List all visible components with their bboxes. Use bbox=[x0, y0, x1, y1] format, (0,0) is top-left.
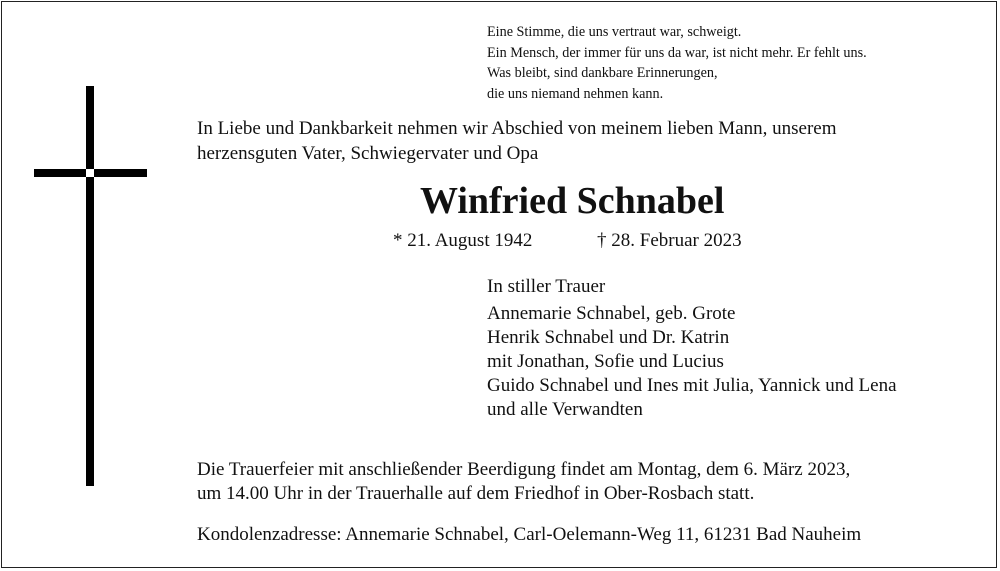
intro-text bbox=[197, 116, 837, 166]
poem-line: die uns niemand nehmen kann. bbox=[487, 85, 664, 102]
cross-center-gap bbox=[86, 169, 94, 177]
mourner-line: mit Jonathan, Sofie und Lucius bbox=[487, 351, 724, 372]
poem-line: Ein Mensch, der immer für uns da war, ist nicht mehr. Er fehlt uns. bbox=[487, 44, 867, 61]
death-date: † 28. Februar 2023 bbox=[597, 230, 742, 251]
mourners-header: In stiller Trauer bbox=[487, 276, 606, 297]
mourner-line: Henrik Schnabel und Dr. Katrin bbox=[487, 327, 730, 348]
mourner-line: und alle Verwandten bbox=[487, 399, 643, 420]
funeral-line: Die Trauerfeier mit anschließender Beerdigung findet am Montag, dem 6. März 2023, bbox=[197, 459, 851, 480]
poem-line: Was bleibt, sind dankbare Erinnerungen, bbox=[487, 65, 718, 81]
mourners-list bbox=[487, 275, 897, 422]
intro-line: herzensguten Vater, Schwiegervater und Opa bbox=[197, 143, 539, 164]
deceased-name: Winfried Schnabel bbox=[420, 180, 725, 222]
poem-line: Eine Stimme, die uns vertraut war, schweigt. bbox=[487, 24, 742, 40]
mourner-line: Guido Schnabel und Ines mit Julia, Yannick und Lena bbox=[487, 375, 897, 396]
poem bbox=[487, 22, 867, 104]
funeral-info bbox=[197, 458, 850, 506]
mourner-line: Annemarie Schnabel, geb. Grote bbox=[487, 303, 736, 324]
intro-line: In Liebe und Dankbarkeit nehmen wir Abschied von meinem lieben Mann, unserem bbox=[197, 118, 837, 139]
funeral-line: um 14.00 Uhr in der Trauerhalle auf dem Friedhof in Ober-Rosbach statt. bbox=[197, 483, 755, 504]
condolence-address: Kondolenzadresse: Annemarie Schnabel, Carl-Oelemann-Weg 11, 61231 Bad Nauheim bbox=[197, 524, 862, 545]
birth-date: * 21. August 1942 bbox=[393, 230, 533, 251]
cross-vertical-bar bbox=[86, 86, 94, 486]
